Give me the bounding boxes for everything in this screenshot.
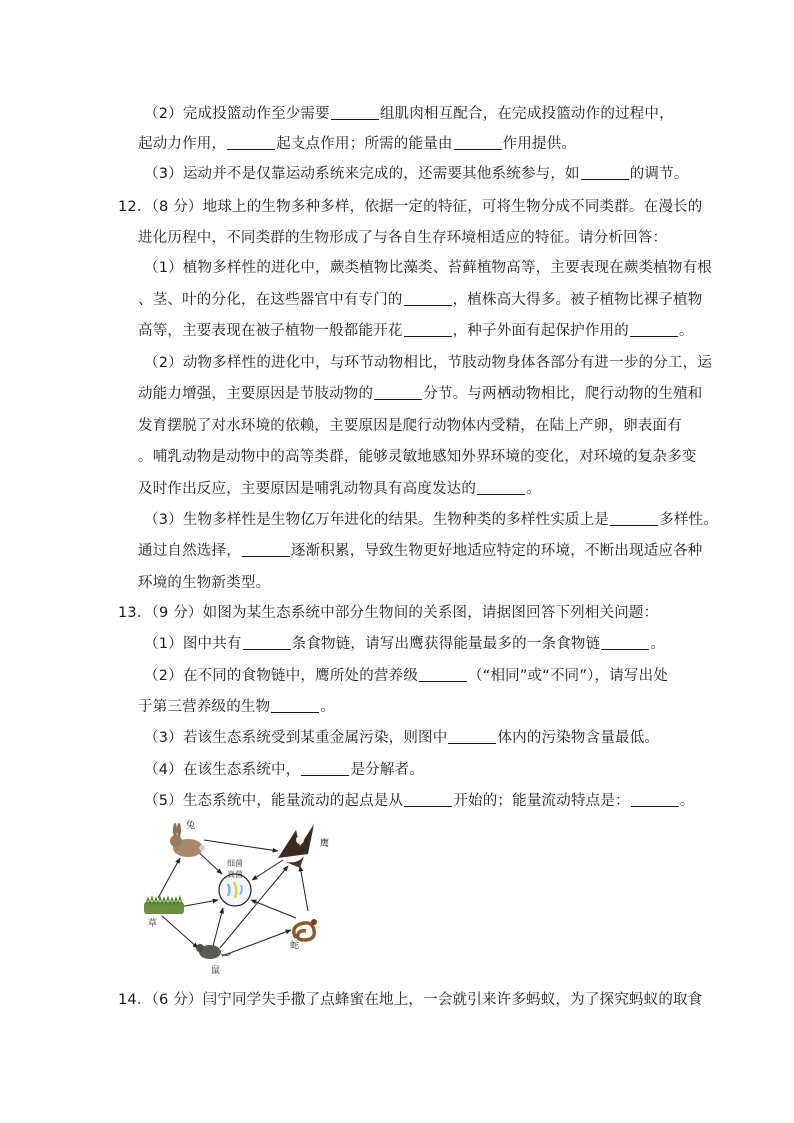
arrow-mouse-to-decomposer	[213, 908, 223, 946]
decomposer-node	[219, 858, 251, 906]
q12-part1-line1: （1）植物多样性的进化中，蕨类植物比藻类、苔藓植物高等，主要表现在蕨类植物有根	[144, 260, 713, 276]
q13-intro: 13．（9 分）如图为某生态系统中部分生物间的关系图，请据图回答下列相关问题：	[118, 605, 659, 621]
answer-blank[interactable]	[404, 322, 452, 337]
q12-intro-line2: 进化历程中，不同类群的生物形成了与各自生存环境相适应的特征。请分析回答：	[138, 230, 668, 246]
q12-part2-line3: 发育摆脱了对水环境的依赖，主要原因是爬行动物体内受精，在陆上产卵，卵表面有	[138, 418, 682, 434]
q12-part2-line4: 。哺乳动物是动物中的高等类群，能够灵敏地感知外界环境的变化，对环境的复杂多变	[138, 449, 697, 465]
answer-blank[interactable]	[477, 480, 525, 495]
answer-blank[interactable]	[610, 511, 658, 526]
arrow-grass-to-mouse	[162, 916, 198, 948]
snake-icon	[294, 919, 317, 940]
label-rabbit: 兔	[186, 821, 196, 831]
eagle-icon	[278, 824, 314, 868]
q13-part5: （5）生态系统中，能量流动的起点是从 开始的；能量流动特点是： 。	[144, 793, 695, 809]
answer-blank[interactable]	[243, 635, 291, 650]
arrow-grass-to-rabbit	[158, 858, 180, 898]
q12-part2-line2: 动能力增强，主要原因是节肢动物的 分节。与两栖动物相比，爬行动物的生殖和	[138, 386, 703, 402]
q12-part2-line5: 及时作出反应，主要原因是哺乳动物具有高度发达的 。	[138, 481, 541, 497]
grass-icon	[144, 897, 184, 914]
q14-intro: 14．（6 分）闫宁同学失手撒了点蜂蜜在地上，一会就引来许多蚂蚁，为了探究蚂蚁的取食	[118, 992, 703, 1008]
answer-blank[interactable]	[301, 761, 349, 776]
q12-part3-line1: （3）生物多样性是生物亿万年进化的结果。生物种类的多样性实质上是 多样性。	[144, 512, 718, 528]
answer-blank[interactable]	[404, 291, 452, 306]
q12-part1-line2: 、茎、叶的分化，在这些器官中有专门的 ，植株高大得多。被子植物比裸子植物	[138, 292, 703, 308]
arrow-mouse-to-snake	[222, 930, 291, 956]
answer-blank[interactable]	[331, 105, 379, 120]
q12-intro-line1: 12．（8 分）地球上的生物多种多样，依据一定的特征，可将生物分成不同类群。在漫长的	[118, 199, 703, 215]
answer-blank[interactable]	[419, 667, 467, 682]
answer-blank[interactable]	[404, 792, 452, 807]
arrow-snake-to-eagle	[300, 866, 308, 911]
answer-blank[interactable]	[454, 135, 502, 150]
label-grass: 草	[148, 919, 158, 929]
label-snake: 蛇	[290, 941, 300, 951]
q13-part2-line2: 于第三营养级的生物 。	[138, 699, 336, 715]
arrow-snake-to-decomposer	[251, 900, 296, 918]
answer-blank[interactable]	[227, 135, 275, 150]
q13-part3: （3）若该生态系统受到某重金属污染，则图中 体内的污染物含量最低。	[144, 730, 660, 746]
label-decomposer-2: 真菌	[227, 870, 243, 879]
q12-part3-line2: 通过自然选择， 逐渐积累，导致生物更好地适应特定的环境，不断出现适应各种	[138, 543, 703, 559]
arrow-rabbit-to-eagle	[204, 840, 278, 851]
answer-blank[interactable]	[242, 542, 290, 557]
food-web-diagram	[138, 818, 348, 976]
q13-part2-line1: （2）在不同的食物链中，鹰所处的营养级 （“相同”或“不同”），请写出处	[144, 668, 669, 684]
label-eagle: 鹰	[320, 839, 330, 849]
mouse-icon	[196, 944, 231, 959]
answer-blank[interactable]	[630, 322, 678, 337]
q11-part2-line2: 起动力作用， 起支点作用；所需的能量由 作用提供。	[138, 136, 577, 152]
answer-blank[interactable]	[271, 698, 319, 713]
q12-part2-line1: （2）动物多样性的进化中，与环节动物相比，节肢动物身体各部分有进一步的分工，运	[144, 355, 713, 371]
q11-part2-line1: （2）完成投篮动作至少需要 组肌肉相互配合，在完成投篮动作的过程中，	[144, 106, 674, 122]
label-mouse: 鼠	[211, 966, 221, 976]
q11-part3-line: （3）运动并不是仅靠运动系统来完成的，还需要其他系统参与，如 的调节。	[144, 166, 689, 182]
q12-part3-line3: 环境的生物新类型。	[138, 575, 271, 591]
answer-blank[interactable]	[631, 792, 679, 807]
answer-blank[interactable]	[448, 729, 496, 744]
q12-part1-line3: 高等，主要表现在被子植物一般都能开花 ，种子外面有起保护作用的 。	[138, 323, 694, 339]
q13-part1: （1）图中共有 条食物链，请写出鹰获得能量最多的一条食物链 。	[144, 636, 666, 652]
answer-blank[interactable]	[374, 385, 422, 400]
label-decomposer-1: 细菌	[227, 859, 243, 868]
answer-blank[interactable]	[601, 635, 649, 650]
q13-part4: （4）在该生态系统中， 是分解者。	[144, 762, 424, 778]
answer-blank[interactable]	[581, 165, 629, 180]
